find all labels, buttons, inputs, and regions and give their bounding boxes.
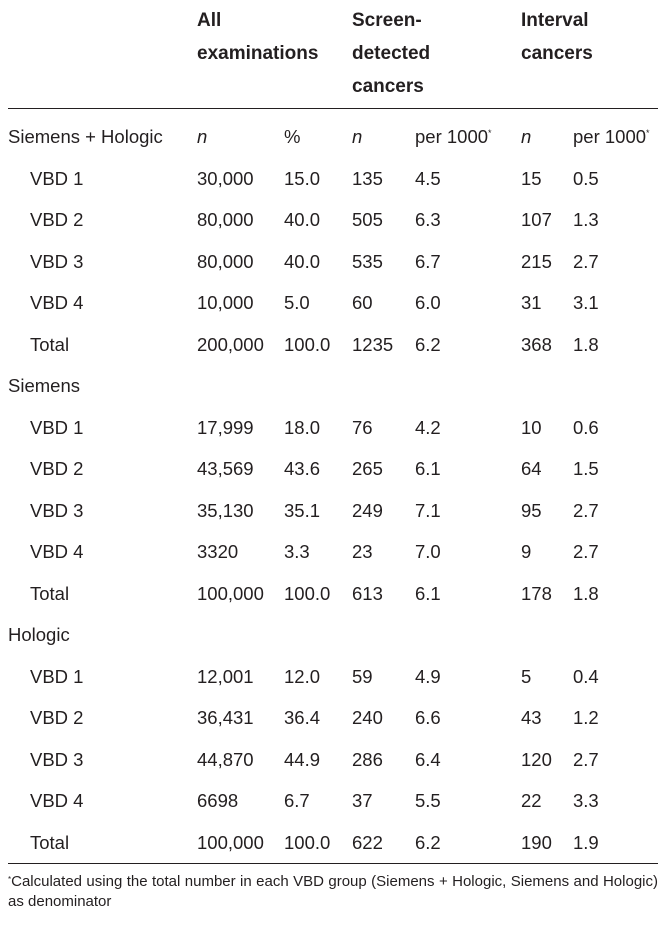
subheader-2 (352, 125, 362, 149)
n-all-cell: 30,000 (197, 167, 254, 189)
n-screen-detected-cell: 535 (352, 250, 383, 272)
header-all-examinations: All examinations (197, 10, 319, 64)
row-label: VBD 1 (30, 416, 84, 438)
group-label: Siemens + Hologic (8, 126, 163, 147)
n-all-cell: 80,000 (197, 209, 254, 230)
pct-cell: 43.6 (284, 458, 321, 479)
per1000-interval-cell: 3.1 (573, 292, 599, 313)
n-interval-cell: 107 (521, 209, 552, 230)
per1000-screen-detected-cell: 6.1 (415, 582, 441, 604)
n-screen-detected-cell: 240 (352, 707, 383, 728)
pct-cell: 5.0 (284, 292, 310, 313)
per1000-screen-detected-cell: 6.0 (415, 292, 441, 313)
row-label: Total (30, 831, 70, 853)
per1000-interval-cell: 1.2 (573, 707, 599, 728)
row-label: VBD 4 (30, 790, 84, 811)
table-row (8, 150, 658, 192)
header-interval-cancers: Interval cancers (521, 10, 593, 64)
pct-cell: 40.0 (284, 250, 321, 272)
n-all-cell: 3320 (197, 541, 239, 562)
per1000-interval-cell: 2.7 (573, 541, 599, 562)
n-screen-detected-cell: 60 (352, 292, 373, 313)
n-screen-detected-cell: 622 (352, 831, 383, 853)
n-all-cell: 80,000 (197, 250, 254, 272)
row-label: VBD 1 (30, 167, 84, 189)
n-all-cell: 43,569 (197, 458, 254, 479)
pct-cell: 35.1 (284, 499, 321, 521)
n-screen-detected-cell: 249 (352, 499, 383, 521)
n-all-cell: 44,870 (197, 748, 254, 770)
n-all-cell: 100,000 (197, 582, 264, 604)
subheader-3 (415, 125, 492, 149)
table-row (8, 482, 658, 524)
table-body (8, 108, 658, 855)
vbd-cancer-table (8, 0, 658, 855)
per1000-screen-detected-cell: 4.9 (415, 665, 441, 687)
subheader-0 (197, 125, 207, 149)
footnote-marker: * (8, 875, 12, 884)
pct-cell: 44.9 (284, 748, 321, 770)
pct-cell: 40.0 (284, 209, 321, 230)
per1000-interval-cell: 1.3 (573, 209, 599, 230)
subheader-text: per 1000 (415, 126, 489, 147)
subheader-text: n (352, 126, 363, 147)
per1000-interval-cell: 2.7 (573, 748, 599, 770)
group-header-row (8, 606, 658, 648)
per1000-interval-cell: 0.6 (573, 416, 599, 438)
n-screen-detected-cell: 505 (352, 209, 383, 230)
n-interval-cell: 10 (521, 416, 542, 438)
n-interval-cell: 190 (521, 831, 552, 853)
per1000-screen-detected-cell: 6.2 (415, 831, 441, 853)
n-all-cell: 12,001 (197, 665, 254, 687)
table-row (8, 814, 658, 856)
n-interval-cell: 31 (521, 292, 542, 313)
table-row (8, 316, 658, 358)
n-screen-detected-cell: 1235 (352, 333, 394, 355)
table-row (8, 399, 658, 441)
n-screen-detected-cell: 265 (352, 458, 383, 479)
row-label: Total (30, 582, 70, 604)
table-row (8, 565, 658, 607)
pct-cell: 18.0 (284, 416, 321, 438)
n-all-cell: 36,431 (197, 707, 254, 728)
n-all-cell: 200,000 (197, 333, 264, 355)
n-screen-detected-cell: 135 (352, 167, 383, 189)
table-bottom-rule (8, 863, 658, 864)
per1000-screen-detected-cell: 7.0 (415, 541, 441, 562)
table-row (8, 523, 658, 565)
subheader-text: % (284, 126, 301, 147)
group-label: Hologic (8, 624, 70, 645)
table-row (8, 233, 658, 275)
row-label: VBD 2 (30, 209, 84, 230)
per1000-screen-detected-cell: 7.1 (415, 499, 441, 521)
table-row (8, 191, 658, 233)
table-row (8, 274, 658, 316)
subheader-1 (284, 125, 300, 149)
table-row (8, 689, 658, 731)
header-screen-detected-cancers: Screen- detected cancers (352, 10, 431, 97)
n-interval-cell: 64 (521, 458, 542, 479)
n-screen-detected-cell: 76 (352, 416, 373, 438)
n-interval-cell: 95 (521, 499, 542, 521)
n-interval-cell: 368 (521, 333, 552, 355)
per1000-screen-detected-cell: 6.7 (415, 250, 441, 272)
row-label: VBD 2 (30, 458, 84, 479)
n-all-cell: 10,000 (197, 292, 254, 313)
pct-cell: 100.0 (284, 333, 331, 355)
row-label: VBD 1 (30, 665, 84, 687)
table-row (8, 772, 658, 814)
table-row (8, 440, 658, 482)
row-label: VBD 3 (30, 250, 84, 272)
n-all-cell: 17,999 (197, 416, 254, 438)
per1000-interval-cell: 2.7 (573, 499, 599, 521)
row-label: VBD 3 (30, 748, 84, 770)
n-interval-cell: 178 (521, 582, 552, 604)
footnote-reference-marker: * (646, 128, 650, 138)
per1000-screen-detected-cell: 6.4 (415, 748, 441, 770)
table-row (8, 731, 658, 773)
subheader-5 (573, 125, 650, 149)
per1000-screen-detected-cell: 6.2 (415, 333, 441, 355)
per1000-interval-cell: 1.8 (573, 582, 599, 604)
per1000-screen-detected-cell: 4.5 (415, 167, 441, 189)
pct-cell: 12.0 (284, 665, 321, 687)
per1000-interval-cell: 3.3 (573, 790, 599, 811)
n-interval-cell: 215 (521, 250, 552, 272)
row-label: VBD 4 (30, 292, 84, 313)
per1000-screen-detected-cell: 6.3 (415, 209, 441, 230)
pct-cell: 6.7 (284, 790, 310, 811)
n-screen-detected-cell: 613 (352, 582, 383, 604)
row-label: VBD 4 (30, 541, 84, 562)
per1000-screen-detected-cell: 5.5 (415, 790, 441, 811)
subheader-text: n (197, 126, 208, 147)
row-label: VBD 2 (30, 707, 84, 728)
n-screen-detected-cell: 59 (352, 665, 373, 687)
n-interval-cell: 120 (521, 748, 552, 770)
subheader-text: per 1000 (573, 126, 647, 147)
table-row (8, 648, 658, 690)
per1000-screen-detected-cell: 6.6 (415, 707, 441, 728)
subheader-4 (521, 125, 531, 149)
pct-cell: 15.0 (284, 167, 321, 189)
table-header (8, 0, 658, 108)
per1000-interval-cell: 1.9 (573, 831, 599, 853)
n-all-cell: 100,000 (197, 831, 264, 853)
subheader-text: n (521, 126, 532, 147)
per1000-interval-cell: 0.4 (573, 665, 599, 687)
per1000-screen-detected-cell: 6.1 (415, 458, 441, 479)
per1000-interval-cell: 0.5 (573, 167, 599, 189)
per1000-screen-detected-cell: 4.2 (415, 416, 441, 438)
footnote-reference-marker: * (488, 128, 492, 138)
n-all-cell: 6698 (197, 790, 239, 811)
n-all-cell: 35,130 (197, 499, 254, 521)
pct-cell: 36.4 (284, 707, 321, 728)
row-label: Total (30, 333, 70, 355)
n-interval-cell: 15 (521, 167, 542, 189)
pct-cell: 3.3 (284, 541, 310, 562)
n-interval-cell: 9 (521, 541, 532, 562)
pct-cell: 100.0 (284, 582, 331, 604)
group-header-row (8, 108, 658, 150)
per1000-interval-cell: 2.7 (573, 250, 599, 272)
table-footnote (8, 872, 658, 912)
n-interval-cell: 43 (521, 707, 542, 728)
group-label: Siemens (8, 375, 80, 396)
row-label: VBD 3 (30, 499, 84, 521)
footnote-text: Calculated using the total number in each VBD group (Siemens + Hologic, Siemens and Hologic) as denominator (8, 873, 658, 910)
n-interval-cell: 5 (521, 665, 532, 687)
n-screen-detected-cell: 23 (352, 541, 373, 562)
group-header-row (8, 357, 658, 399)
per1000-interval-cell: 1.8 (573, 333, 599, 355)
per1000-interval-cell: 1.5 (573, 458, 599, 479)
pct-cell: 100.0 (284, 831, 331, 853)
n-interval-cell: 22 (521, 790, 542, 811)
n-screen-detected-cell: 37 (352, 790, 373, 811)
n-screen-detected-cell: 286 (352, 748, 383, 770)
